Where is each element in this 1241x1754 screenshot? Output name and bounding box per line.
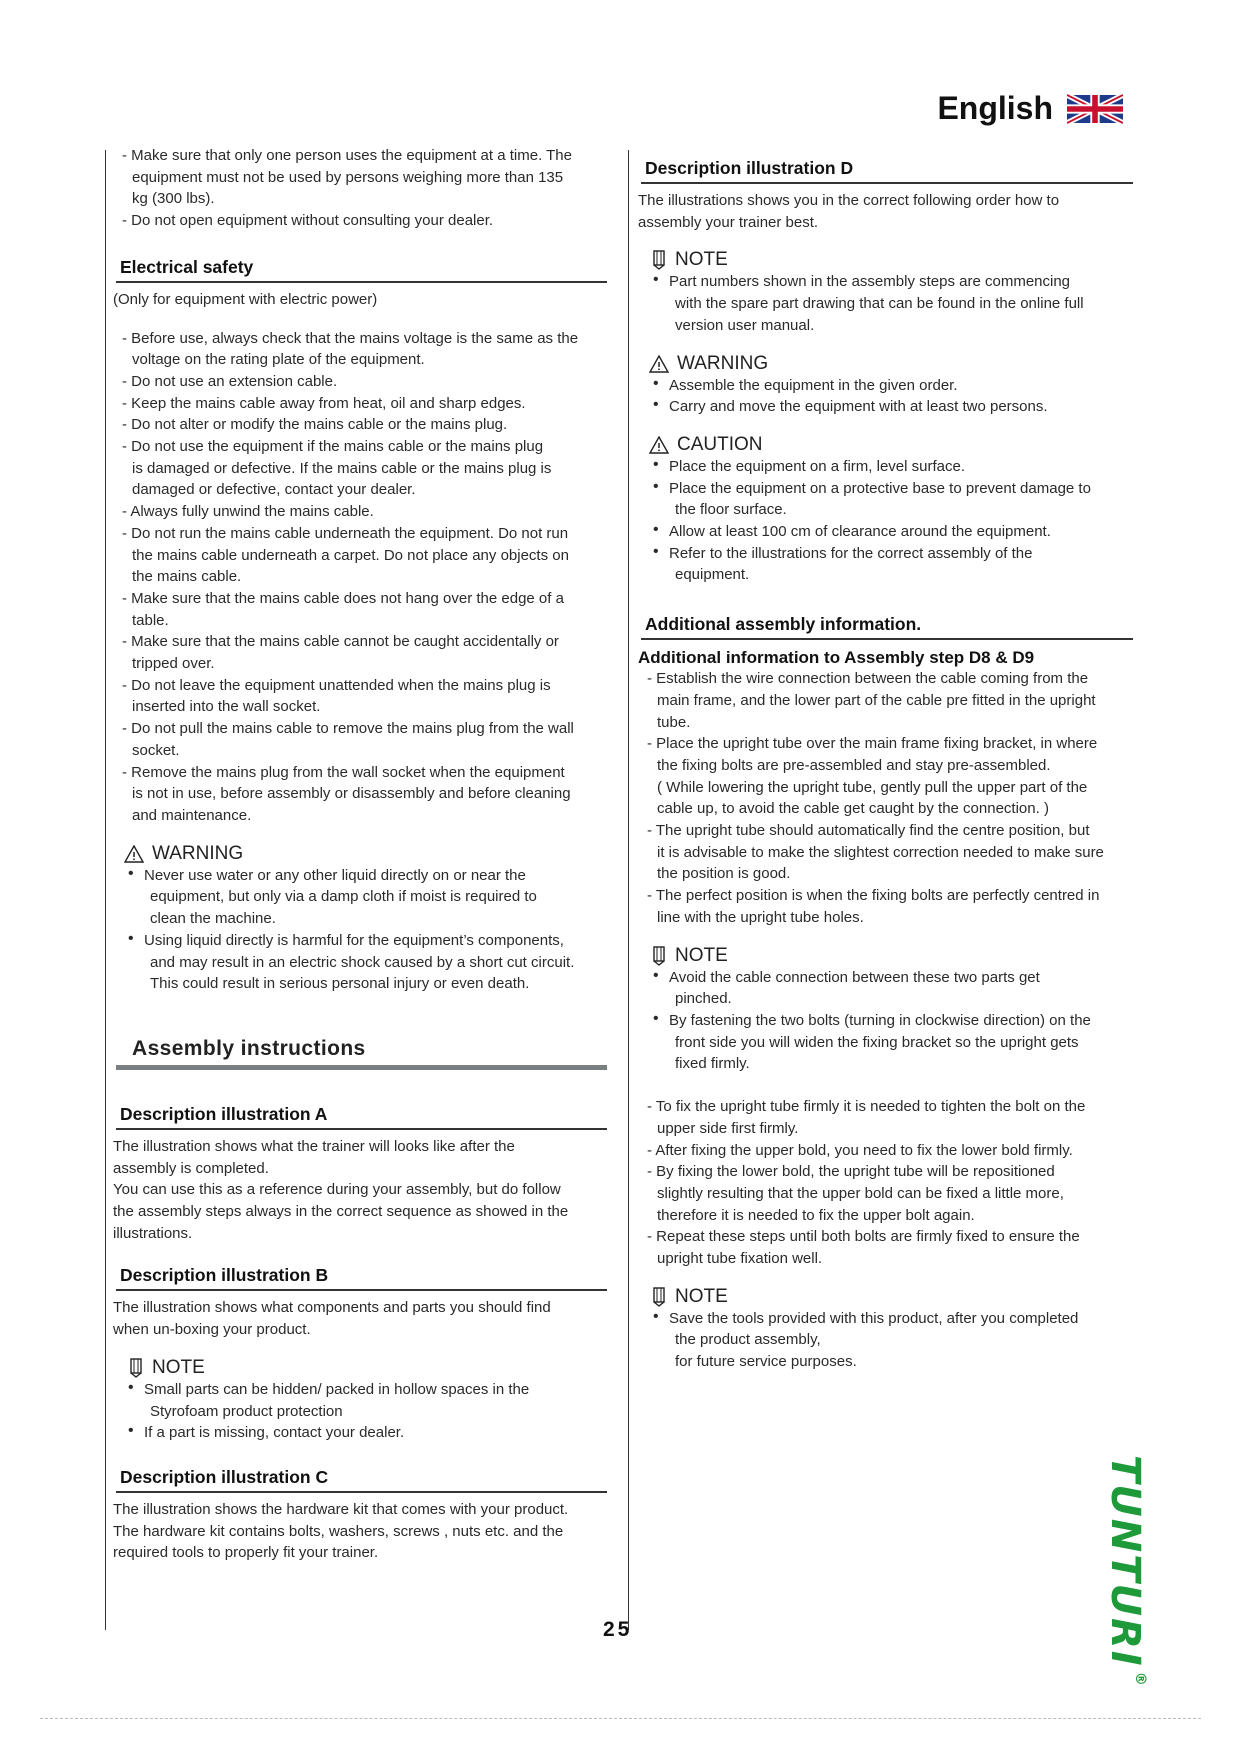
text-line: Styrofoam product protection [150, 1402, 343, 1420]
note-pen-icon [651, 1287, 667, 1307]
text-line: - The perfect position is when the fixing bolts are perfectly centred in [647, 887, 1100, 905]
text-line: equipment. [675, 566, 750, 584]
note-bullet [641, 1308, 1133, 1373]
text-line: main frame, and the lower part of the cable pre fitted in the upright [657, 691, 1096, 709]
illustration-d-text [638, 190, 1133, 233]
text-line: the floor surface. [675, 501, 787, 519]
text-line: ( While lowering the upright tube, gently pull the upper part of the [657, 778, 1088, 796]
text-line: - Keep the mains cable away from heat, oil and sharp edges. [122, 394, 526, 412]
text-line: socket. [132, 741, 180, 759]
electrical-safety-heading: Electrical safety [116, 257, 607, 283]
note-pen-icon [128, 1358, 144, 1378]
note-callout [128, 1357, 607, 1379]
text-line: The illustration shows what the trainer will looks like after the [113, 1137, 515, 1155]
text-line: - Do not pull the mains cable to remove the mains plug from the wall [122, 720, 574, 738]
illustration-c-text [113, 1499, 607, 1564]
text-line: equipment, but only via a damp cloth if moist is required to [150, 888, 537, 906]
note-bullet [641, 271, 1133, 336]
text-line: • If a part is missing, contact your dealer. [144, 1424, 405, 1442]
illustration-b-heading: Description illustration B [116, 1265, 607, 1291]
text-line: • Using liquid directly is harmful for the equipment’s components, [144, 931, 564, 949]
note-pen-icon [651, 250, 667, 270]
caution-bullet [641, 478, 1133, 521]
note-pen-icon [651, 946, 667, 966]
right-column [628, 150, 1133, 1630]
illustration-a-text [113, 1136, 607, 1245]
text-line: - The upright tube should automatically find the centre position, but [647, 822, 1090, 840]
text-line: and maintenance. [132, 806, 252, 824]
text-line: - By fixing the lower bold, the upright tube will be repositioned [647, 1163, 1055, 1181]
text-line: upper side first firmly. [657, 1119, 799, 1137]
warning-callout [649, 353, 1133, 375]
text-line: - Do not use an extension cable. [122, 372, 338, 390]
illustration-a-heading: Description illustration A [116, 1104, 607, 1130]
note-callout [651, 945, 1133, 967]
text-line: • Carry and move the equipment with at least two persons. [669, 398, 1048, 416]
text-line: table. [132, 611, 169, 629]
text-line: • Part numbers shown in the assembly steps are commencing [669, 273, 1071, 291]
caution-bullet [641, 521, 1133, 543]
text-line: the fixing bolts are pre-assembled and stay pre-assembled. [657, 756, 1051, 774]
text-line: - Do not use the equipment if the mains cable or the mains plug [122, 438, 544, 456]
text-line: cable up, to avoid the cable get caught by the connection. ) [657, 800, 1049, 818]
text-line: line with the upright tube holes. [657, 908, 864, 926]
text-line: • Refer to the illustrations for the correct assembly of the [669, 544, 1033, 562]
note-callout [651, 1286, 1133, 1308]
text-line: upright tube fixation well. [657, 1250, 823, 1268]
left-column [105, 147, 607, 1630]
caution-label: CAUTION [677, 433, 763, 455]
text-line: - Always fully unwind the mains cable. [122, 503, 374, 521]
warning-bullet [641, 396, 1133, 418]
text-line: - After fixing the upper bold, you need to fix the lower bold firmly. [647, 1141, 1073, 1159]
text-line: the assembly steps always in the correct sequence as showed in the [113, 1203, 569, 1221]
text-line: pinched. [675, 990, 732, 1008]
text-line: tube. [657, 713, 691, 731]
text-line: • Place the equipment on a firm, level surface. [669, 457, 965, 475]
text-line: • Avoid the cable connection between these two parts get [669, 968, 1040, 986]
text-line: when un-boxing your product. [113, 1321, 311, 1339]
warning-label: WARNING [152, 842, 244, 864]
warning-callout [124, 843, 607, 865]
warning-bullet [116, 865, 607, 930]
text-line: - Place the upright tube over the main frame fixing bracket, in where [647, 735, 1098, 753]
page-number: 25 [603, 1618, 633, 1641]
text-line: • Allow at least 100 cm of clearance around the equipment. [669, 523, 1051, 541]
text-line: - Make sure that the mains cable cannot be caught accidentally or [122, 633, 559, 651]
text-line: with the spare part drawing that can be found in the online full [675, 295, 1084, 313]
note-bullet [641, 1010, 1133, 1075]
language-indicator [937, 90, 1123, 127]
text-line: The hardware kit contains bolts, washers, screws , nuts etc. and the [113, 1522, 564, 1540]
text-line: - Do not alter or modify the mains cable or the mains plug. [122, 416, 508, 434]
electrical-safety-list [116, 328, 607, 827]
note-label: NOTE [675, 249, 728, 271]
additional-info-heading: Additional assembly information. [641, 614, 1133, 640]
text-line: the product assembly, [675, 1331, 821, 1349]
text-line: - Make sure that only one person uses the equipment at a time. The [122, 147, 572, 164]
tunturi-logo [1102, 1455, 1148, 1688]
text-line: The illustration shows the hardware kit that comes with your product. [113, 1500, 569, 1518]
text-line: the position is good. [657, 865, 791, 883]
text-line: You can use this as a reference during your assembly, but do follow [113, 1181, 561, 1199]
text-line: is not in use, before assembly or disassembly and before cleaning [132, 785, 571, 803]
caution-bullet [641, 456, 1133, 478]
text-line: - Repeat these steps until both bolts are firmly fixed to ensure the [647, 1228, 1080, 1246]
caution-triangle-icon [649, 436, 669, 454]
text-line: clean the machine. [150, 910, 276, 928]
text-line: • Save the tools provided with this product, after you completed [669, 1309, 1079, 1327]
caution-bullet [641, 543, 1133, 586]
text-line: kg (300 lbs). [132, 190, 215, 208]
illustration-b-text [113, 1297, 607, 1340]
text-line: inserted into the wall socket. [132, 698, 321, 716]
bolt-fixing-list [641, 1096, 1133, 1270]
uk-flag-icon [1067, 94, 1123, 124]
text-line: version user manual. [675, 316, 815, 334]
registered-mark: ® [1132, 1671, 1148, 1688]
text-line: the mains cable underneath a carpet. Do not place any objects on [132, 546, 569, 564]
text-line: • Assemble the equipment in the given order. [669, 376, 958, 394]
text-line: - Make sure that the mains cable does not hang over the edge of a [122, 589, 564, 607]
warning-triangle-icon [649, 355, 669, 373]
text-line: • Place the equipment on a protective base to prevent damage to [669, 479, 1091, 497]
text-line: • Never use water or any other liquid directly on or near the [144, 866, 526, 884]
text-line: - Before use, always check that the mains voltage is the same as the [122, 329, 579, 347]
text-line: The illustrations shows you in the correct following order how to [638, 192, 1060, 209]
additional-info-list [641, 668, 1133, 928]
text-line: the mains cable. [132, 568, 242, 586]
text-line: front side you will widen the fixing bracket so the upright gets [675, 1033, 1079, 1051]
warning-bullet [641, 375, 1133, 397]
note-bullet [641, 967, 1133, 1010]
text-line: - Establish the wire connection between the cable coming from the [647, 670, 1089, 688]
text-line: damaged or defective, contact your dealer. [132, 481, 416, 499]
text-line: assembly is completed. [113, 1159, 269, 1177]
note-label: NOTE [675, 944, 728, 966]
text-line: - Do not leave the equipment unattended when the mains plug is [122, 676, 551, 694]
caution-callout [649, 434, 1133, 456]
page-divider [40, 1718, 1201, 1719]
text-line: voltage on the rating plate of the equipment. [132, 351, 425, 369]
text-line: • By fastening the two bolts (turning in clockwise direction) on the [669, 1011, 1091, 1029]
illustration-d-heading: Description illustration D [641, 158, 1133, 184]
note-label: NOTE [152, 1356, 205, 1378]
language-label: English [937, 90, 1053, 126]
text-line: is damaged or defective. If the mains cable or the mains plug is [132, 459, 552, 477]
text-line: it is advisable to make the slightest correction needed to make sure [657, 843, 1104, 861]
text-line: required tools to properly fit your trainer. [113, 1544, 379, 1562]
text-line: The illustration shows what components and parts you should find [113, 1299, 551, 1317]
note-label: NOTE [675, 1285, 728, 1307]
illustration-c-heading: Description illustration C [116, 1467, 607, 1493]
text-line: This could result in serious personal injury or even death. [150, 975, 530, 993]
note-bullet [116, 1379, 607, 1422]
note-bullet [116, 1422, 607, 1444]
text-line: illustrations. [113, 1224, 193, 1242]
brand-name: TUNTURI [1102, 1455, 1148, 1668]
text-line: therefore it is needed to fix the upper bolt again. [657, 1206, 975, 1224]
text-line: • Small parts can be hidden/ packed in hollow spaces in the [144, 1380, 530, 1398]
intro-safety-list [116, 145, 607, 232]
text-line: tripped over. [132, 655, 215, 673]
text-line: equipment must not be used by persons weighing more than 135 [132, 168, 564, 186]
text-line: assembly your trainer best. [638, 213, 819, 231]
text-line: - Remove the mains plug from the wall socket when the equipment [122, 763, 565, 781]
text-line: fixed firmly. [675, 1055, 750, 1073]
text-line: - Do not open equipment without consulting your dealer. [122, 212, 494, 230]
warning-triangle-icon [124, 845, 144, 863]
text-line: for future service purposes. [675, 1353, 857, 1371]
text-line: slightly resulting that the upper bold can be fixed a little more, [657, 1184, 1064, 1202]
text-line: - To fix the upright tube firmly it is needed to tighten the bolt on the [647, 1098, 1086, 1116]
note-callout [651, 249, 1133, 271]
text-line: and may result in an electric shock caused by a short cut circuit. [150, 953, 575, 971]
electrical-note: (Only for equipment with electric power) [113, 290, 378, 308]
assembly-instructions-heading: Assembly instructions [116, 1037, 607, 1070]
additional-info-subheading: Additional information to Assembly step D8 & D9 [638, 648, 1035, 668]
warning-label: WARNING [677, 352, 769, 374]
text-line: - Do not run the mains cable underneath the equipment. Do not run [122, 524, 569, 542]
warning-bullet [116, 930, 607, 995]
